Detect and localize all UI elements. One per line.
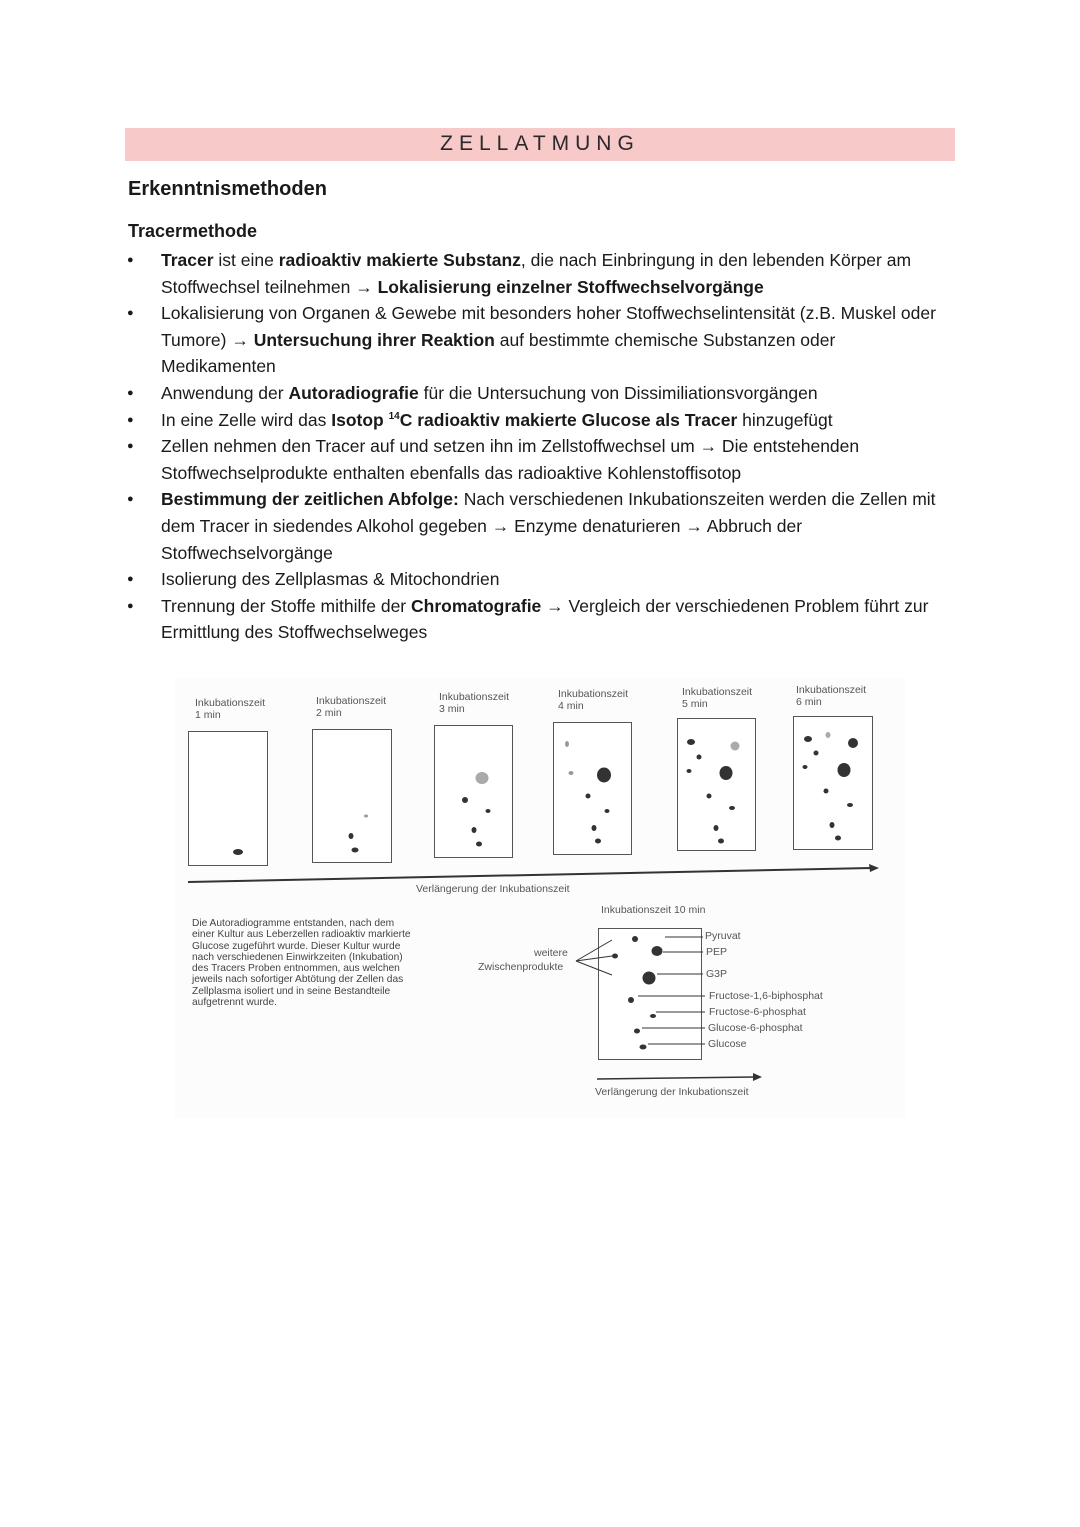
bullet-text-run: → Vergleich der verschiedenen Problem führt zur Ermittlung des Stoffwechselweges (161, 595, 929, 643)
title-bar (125, 128, 955, 161)
product-glucose: Glucose (708, 1038, 747, 1050)
bullet-text-run: radioaktiv makierte Substanz (278, 250, 521, 270)
bullet-text-run: auf bestimmte chemische Substanzen oder Medikamenten (161, 329, 836, 377)
bullet-text-run: für die Untersuchung von Dissimiliationsvorgängen (418, 382, 818, 403)
bullet-text-run: Untersuchung ihrer Reaktion (253, 329, 495, 350)
bullet-text-run: Nach verschiedenen Inkubationszeiten werden die Zellen mit dem Tracer in siedendes Alkohol gegeben → Enzyme denaturieren → Abbruch der Stoffwechselvorgänge (161, 489, 936, 563)
section-heading: Erkenntnismethoden (128, 178, 327, 200)
bullet-text-run: Isotop (331, 409, 389, 430)
figure-caption: Die Autoradiogramme entstanden, nach dem einer Kultur aus Leberzellen radioaktiv markierte Glucose zugeführt wurde. Dieser Kultur wurde nach verschiedenen Einwirkzeiten (Inkubation) des Tracers Proben entnommen, aus welchen jeweils nach sofortiger Abtötung der Zellen das Zellplasma isoliert und in seine Bestandteile aufgetrennt wurde. (192, 918, 411, 1009)
product-pyruvat: Pyruvat (705, 930, 741, 942)
bullet-item (127, 433, 942, 486)
intermediates-label-2: Zwischenprodukte (478, 961, 564, 973)
detail-title: Inkubationszeit 10 min (601, 904, 706, 916)
bullet-text-run: , die nach Einbringung in den lebenden Körper am Stoffwechsel teilnehmen → (161, 250, 912, 297)
bullet-item (127, 486, 942, 566)
bullet-text-run: Bestimmung der zeitlichen Abfolge: (161, 489, 459, 510)
panel-label-6: Inkubationszeit 6 min (796, 684, 867, 708)
bullet-list (127, 247, 942, 646)
bullet-text-run: Lokalisierung von Organen & Gewebe mit besonders hoher Stoffwechselintensität (z.B. Muskel oder Tumore) → (161, 303, 936, 350)
product-glucose-6-phosphat: Glucose-6-phosphat (708, 1022, 803, 1034)
subheading: Tracermethode (128, 221, 258, 241)
panel-label-4: Inkubationszeit 4 min (558, 688, 629, 712)
bullet-text-run: Lokalisierung einzelner Stoffwechselvorgänge (377, 276, 764, 297)
bullet-text-run: 14 (388, 410, 400, 422)
bullet-text-run: ist eine (213, 250, 279, 270)
bullet-text-run: In eine Zelle wird das (161, 409, 332, 430)
bullet-item (127, 380, 942, 407)
bullet-text-run: Trennung der Stoffe mithilfe der (161, 595, 411, 616)
bullet-item (127, 247, 942, 300)
bullet-item (127, 566, 942, 593)
bullet-item (127, 593, 942, 646)
panel-label-1: Inkubationszeit 1 min (195, 697, 266, 721)
intermediates-label-1: weitere (534, 947, 568, 959)
bullet-text-run: hinzugefügt (737, 409, 833, 430)
product-g3p: G3P (706, 968, 728, 980)
product-pep: PEP (706, 946, 728, 958)
axis-label-top: Verlängerung der Inkubationszeit (416, 883, 570, 895)
tracer-figure (175, 678, 905, 1118)
bullet-item (127, 407, 942, 434)
bullet-text-run: Tracer (161, 250, 214, 270)
product-fructose-6-phosphat: Fructose-6-phosphat (709, 1006, 806, 1018)
page-title: ZELLATMUNG (440, 132, 640, 155)
figure-graphics (175, 678, 905, 1118)
bullet-text-run: Anwendung der (161, 382, 289, 403)
bullet-text-run: Isolierung des Zellplasmas & Mitochondrien (161, 569, 500, 590)
panel-label-5: Inkubationszeit 5 min (682, 686, 753, 710)
bullet-text-run: Autoradiografie (288, 382, 419, 403)
bullet-item (127, 300, 942, 380)
product-fructose-16-biphosphat: Fructose-1,6-biphosphat (709, 990, 823, 1002)
panel-label-2: Inkubationszeit 2 min (316, 695, 387, 719)
bullet-text-run: Zellen nehmen den Tracer auf und setzen ihn im Zellstoffwechsel um → Die entstehenden Stoffwechselprodukte enthalten ebenfalls das radioaktive Kohlenstoffisotop (161, 436, 860, 483)
bullet-text-run: Chromatografie (411, 595, 542, 616)
axis-label-bottom: Verlängerung der Inkubationszeit (595, 1086, 749, 1098)
bullet-text-run: C radioaktiv makierte Glucose als Tracer (399, 409, 738, 430)
panel-label-3: Inkubationszeit 3 min (439, 691, 510, 715)
